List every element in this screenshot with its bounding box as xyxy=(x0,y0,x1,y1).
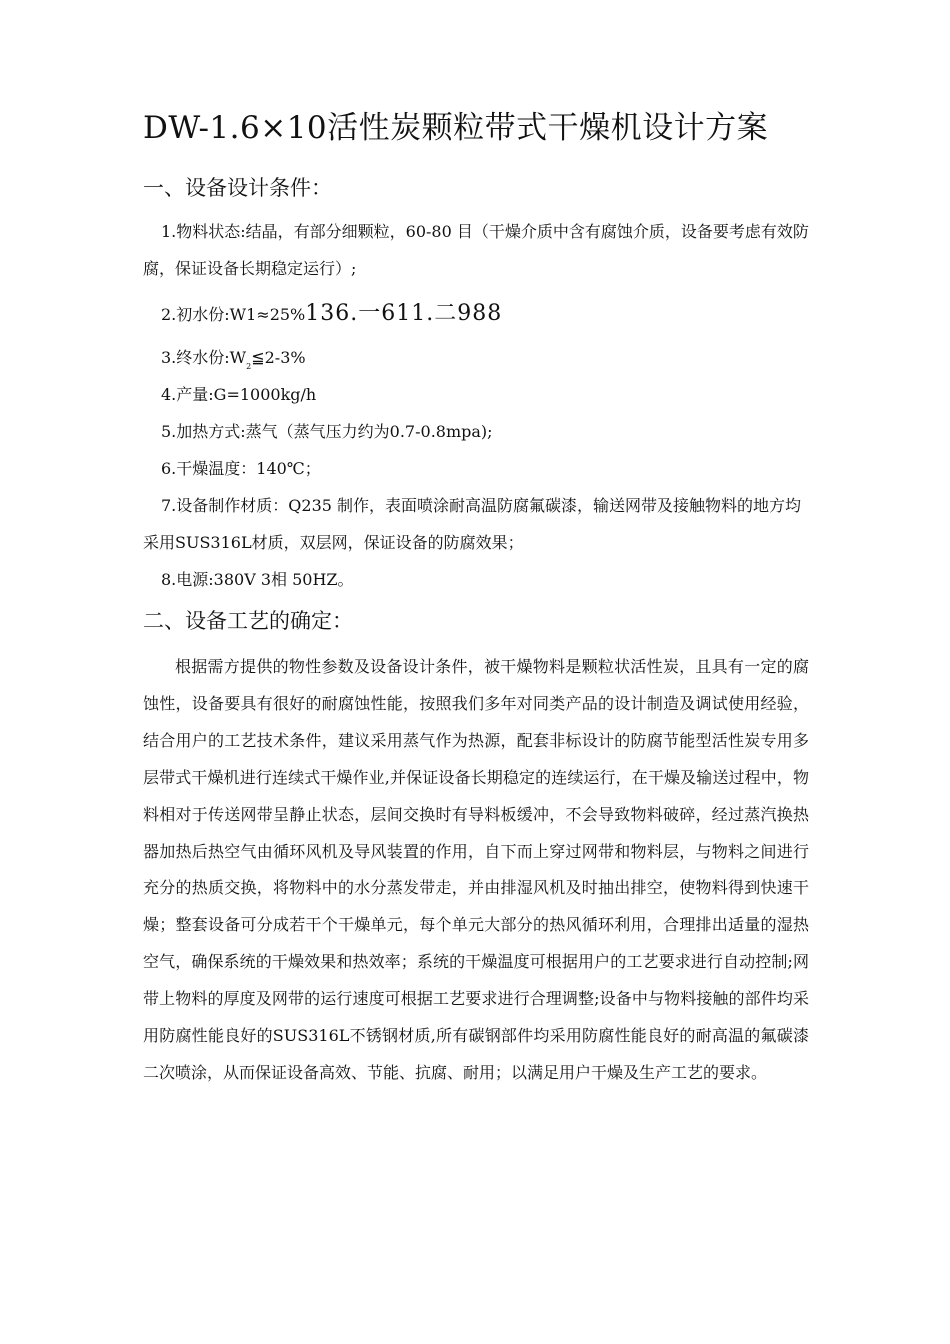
condition-item-material-spec xyxy=(143,487,809,561)
condition-item-initial-moisture xyxy=(143,295,809,333)
condition-item-heating xyxy=(143,413,809,450)
final-moisture-value: ≦2-3% xyxy=(251,348,306,367)
initial-moisture-text: 2.初水份:W1≈25% xyxy=(161,305,306,324)
final-moisture-subscript: 2 xyxy=(246,362,252,371)
condition-item-temperature-text: 6.干燥温度：140℃； xyxy=(161,459,321,478)
section-heading-design-conditions: 一、设备设计条件： xyxy=(143,176,332,200)
final-moisture-prefix: 3.终水份:W xyxy=(161,348,247,367)
condition-item-output xyxy=(143,376,809,413)
document-title: DW-1.6×10活性炭颗粒带式干燥机设计方案 xyxy=(143,110,769,146)
condition-item-temperature xyxy=(143,450,809,487)
condition-item-power-text: 8.电源:380V 3相 50HZ。 xyxy=(161,570,354,589)
process-description-paragraph: 根据需方提供的物性参数及设备设计条件，被干燥物料是颗粒状活性炭，且具有一定的腐蚀性，设备要具有很好的耐腐蚀性能，按照我们多年对同类产品的设计制造及调试使用经验，结合用户的工艺技术条件，建议采用蒸气作为热源，配套非标设计的防腐节能型活性炭专用多层带式干燥机进行连续式干燥作业,并保证设备长期稳定的连续运行，在干燥及输送过程中，物料相对于传送网带呈静止状态，层间交换时有导料板缓冲，不会导致物料破碎，经过蒸汽换热器加热后热空气由循环风机及导风装置的作用，自下而上穿过网带和物料层，与物料之间进行充分的热质交换，将物料中的水分蒸发带走，并由排湿风机及时抽出排空，使物料得到快速干燥；整套设备可分成若干个干燥单元，每个单元大部分的热风循环利用，合理排出适量的湿热空气，确保系统的干燥效果和热效率；系统的干燥温度可根据用户的工艺要求进行自动控制;网带上物料的厚度及网带的运行速度可根据工艺要求进行合理调整;设备中与物料接触的部件均采用防腐性能良好的SUS316L不锈钢材质,所有碳钢部件均采用防腐性能良好的耐高温的氟碳漆二次喷涂，从而保证设备高效、节能、抗腐、耐用；以满足用户干燥及生产工艺的要求。 xyxy=(143,657,809,1082)
condition-item-material-text: 1.物料状态:结晶，有部分细颗粒，60-80 目（干燥介质中含有腐蚀介质，设备要考虑有效防腐，保证设备长期稳定运行）; xyxy=(143,222,809,278)
condition-item-heating-text: 5.加热方式:蒸气（蒸气压力约为0.7-0.8mpa); xyxy=(161,422,493,441)
contact-number-text: 136.一611.二988 xyxy=(305,301,503,326)
condition-item-output-text: 4.产量:G=1000kg/h xyxy=(161,385,317,404)
condition-item-material xyxy=(143,213,809,287)
section-heading-process: 二、设备工艺的确定： xyxy=(143,609,353,633)
condition-item-power xyxy=(143,561,809,598)
condition-item-material-spec-text: 7.设备制作材质：Q235 制作，表面喷涂耐高温防腐氟碳漆，输送网带及接触物料的地方均采用SUS316L材质，双层网，保证设备的防腐效果； xyxy=(143,496,802,552)
